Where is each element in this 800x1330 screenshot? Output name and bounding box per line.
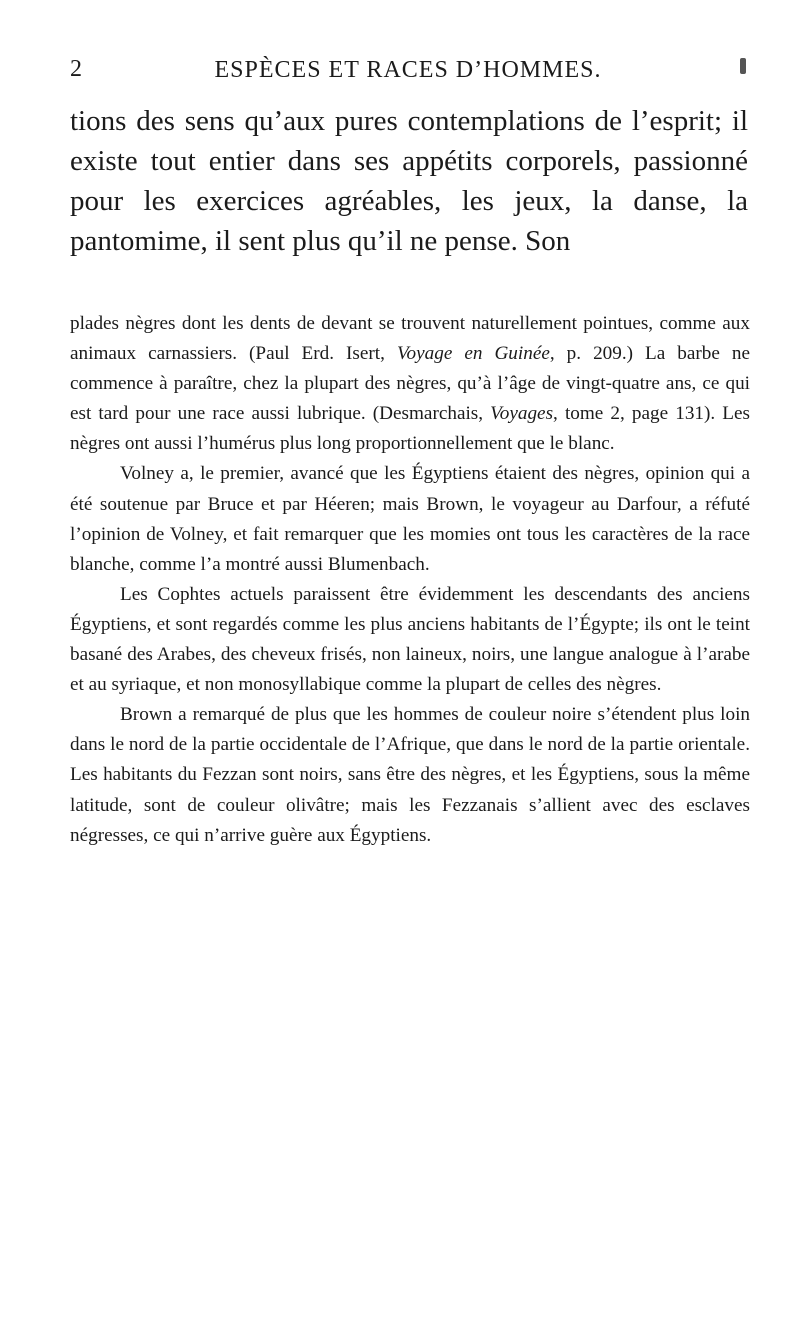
running-title: ESPÈCES ET RACES D’HOMMES. (214, 57, 602, 83)
book-title: Voyage en Guinée (396, 343, 550, 365)
footnote-text: plades nègres dont les dents de devant se trouvent naturellement pointues, comme aux animaux carnassiers. (Paul Erd. Isert, (70, 313, 750, 365)
footnote-paragraph-4: Brown a remarqué de plus que les hommes de couleur noire s’étendent plus loin dans le nord de la partie occidentale de l’Afrique, que dans le nord de la partie orientale. Les habitants du Fezzan sont noirs, sans être des nègres, et les Égyptiens, sous la même latitude, sont de couleur olivâtre; mais les Fezzanais s’allient avec des esclaves négresses, ce qui n’arrive guère aux Égyptiens. (70, 704, 750, 846)
ink-mark (740, 58, 746, 74)
main-text-paragraph: tions des sens qu’aux pures contemplations de l’esprit; il existe tout entier dans ses appétits corporels, passionné pour les exercices agréables, les jeux, la danse, la pantomime, il sent plus qu’il ne pense. Son (70, 105, 748, 257)
footnote-paragraph-1 (70, 309, 750, 459)
footnote-paragraph-3: Les Cophtes actuels paraissent être évidemment les descendants des anciens Égyptiens, et sont regardés comme les plus anciens habitants de l’Égypte; ils ont le teint basané des Arabes, des cheveux frisés, non laineux, noirs, une langue analogue à l’arabe et au syriaque, et non monosyllabique comme la plupart de celles des nègres. (70, 583, 750, 696)
footnote-text: , p. 209.) La barbe ne commence à paraître, chez la plupart des nègres, qu’à l’âge de vingt-quatre ans, ce qui est tard pour une race aussi lubrique. (Desmarchais, (70, 343, 750, 425)
footnote-text: , tome 2, page 131). Les nègres ont aussi l’humérus plus long proportionnellement que le blanc. (70, 403, 750, 455)
running-head (70, 54, 746, 90)
page-number: 2 (70, 56, 82, 82)
footnote-paragraph-2: Volney a, le premier, avancé que les Égyptiens étaient des nègres, opinion qui a été soutenue par Bruce et par Héeren; mais Brown, le voyageur au Darfour, a réfuté l’opinion de Volney, et fait remarquer que les momies ont tous les caractères de la race blanche, comme l’a montré aussi Blumenbach. (70, 463, 750, 575)
footnotes (70, 309, 750, 851)
book-title: Voyages (490, 403, 554, 425)
